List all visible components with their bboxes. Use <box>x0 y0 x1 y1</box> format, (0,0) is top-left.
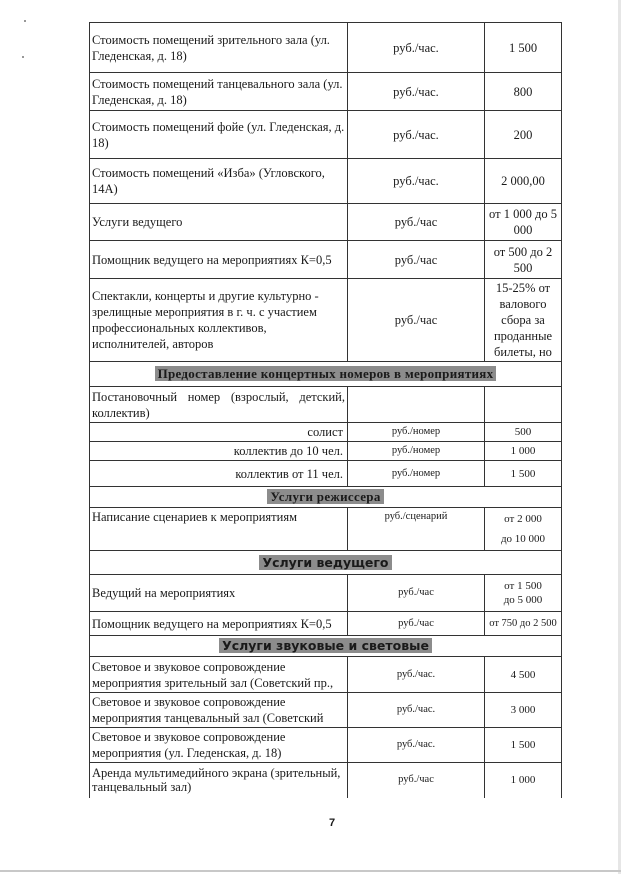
price: от 750 до 2 500 <box>485 612 562 636</box>
price <box>485 575 562 612</box>
price: 2 000,00 <box>485 159 562 204</box>
unit: руб./час <box>348 763 485 798</box>
table-row <box>90 612 562 636</box>
table-row <box>90 575 562 612</box>
price: 1 000 <box>485 763 562 798</box>
price <box>485 508 562 551</box>
service-name: Спектакли, концерты и другие культурно - зрелищные мероприятия в г. ч. с участием профессиональных коллективов, исполнителей, авторов <box>90 279 348 362</box>
page-number: 7 <box>329 817 336 829</box>
table-row <box>90 23 562 73</box>
unit: руб./час. <box>348 23 485 73</box>
section-header-row <box>90 636 562 657</box>
unit: руб./час. <box>348 693 485 728</box>
scan-bottom-edge <box>0 870 621 872</box>
price: 15-25% от валового сбора за проданные билеты, но <box>485 279 562 362</box>
table-row <box>90 159 562 204</box>
unit: руб./номер <box>348 442 485 461</box>
service-name: Световое и звуковое сопровождение мероприятия (ул. Гледенская, д. 18) <box>90 728 348 763</box>
unit: руб./час. <box>348 73 485 111</box>
unit: руб./номер <box>348 423 485 442</box>
unit: руб./час <box>348 241 485 279</box>
price-from: от 1 500 <box>504 580 542 592</box>
price-to: до 10 000 <box>500 533 546 545</box>
unit: руб./час. <box>348 111 485 159</box>
empty-cell <box>485 387 562 423</box>
price: от 1 000 до 5 000 <box>485 204 562 241</box>
section-header-row <box>90 362 562 387</box>
service-name: Написание сценариев к мероприятиям <box>90 508 348 551</box>
service-name: Стоимость помещений зрительного зала (ул. Гледенская, д. 18) <box>90 23 348 73</box>
price: 4 500 <box>485 657 562 693</box>
unit: руб./час. <box>348 728 485 763</box>
section-title: Предоставление концертных номеров в мероприятиях <box>155 366 497 381</box>
table-row <box>90 387 562 423</box>
scan-artifact <box>24 20 26 22</box>
unit: руб./час <box>348 612 485 636</box>
service-name: Постановочный номер (взрослый, детский, коллектив) <box>90 387 348 423</box>
table-row <box>90 241 562 279</box>
table-row <box>90 508 562 551</box>
section-title: Услуги звуковые и световые <box>219 638 432 653</box>
table-row <box>90 657 562 693</box>
table-row <box>90 763 562 798</box>
service-name: Стоимость помещений «Изба» (Угловского, 14А) <box>90 159 348 204</box>
price: 1 000 <box>485 442 562 461</box>
service-name: солист <box>90 423 348 442</box>
price-to: до 5 000 <box>503 594 543 606</box>
service-name: Помощник ведущего на мероприятиях К=0,5 <box>90 241 348 279</box>
price: 800 <box>485 73 562 111</box>
unit: руб./час <box>348 204 485 241</box>
unit: руб./час <box>348 575 485 612</box>
empty-cell <box>348 387 485 423</box>
price-table <box>89 22 562 798</box>
table-row <box>90 423 562 442</box>
table-row <box>90 279 562 362</box>
service-name: коллектив от 11 чел. <box>90 461 348 487</box>
price: 1 500 <box>485 728 562 763</box>
section-header-row <box>90 487 562 508</box>
table-row <box>90 111 562 159</box>
service-name: Ведущий на мероприятиях <box>90 575 348 612</box>
price: 200 <box>485 111 562 159</box>
section-header-row <box>90 551 562 575</box>
price-from: от 2 000 <box>504 513 542 525</box>
table-row <box>90 73 562 111</box>
service-name: Аренда мультимедийного экрана (зрительный, танцевальный зал) <box>90 763 348 798</box>
price: 1 500 <box>485 461 562 487</box>
price: 3 000 <box>485 693 562 728</box>
table-row <box>90 442 562 461</box>
service-name: коллектив до 10 чел. <box>90 442 348 461</box>
service-name: Стоимость помещений фойе (ул. Гледенская, д. 18) <box>90 111 348 159</box>
scan-artifact <box>22 56 24 58</box>
unit: руб./номер <box>348 461 485 487</box>
unit: руб./сценарий <box>348 508 485 551</box>
service-name: Световое и звуковое сопровождение мероприятия зрительный зал (Советский пр., <box>90 657 348 693</box>
price: от 500 до 2 500 <box>485 241 562 279</box>
price: 1 500 <box>485 23 562 73</box>
section-title: Услуги режиссера <box>267 489 383 504</box>
service-name: Стоимость помещений танцевального зала (ул. Гледенская, д. 18) <box>90 73 348 111</box>
service-name: Помощник ведущего на мероприятиях К=0,5 <box>90 612 348 636</box>
unit: руб./час. <box>348 159 485 204</box>
section-title: Услуги ведущего <box>259 555 391 570</box>
unit: руб./час <box>348 279 485 362</box>
table-row <box>90 728 562 763</box>
price: 500 <box>485 423 562 442</box>
service-name: Услуги ведущего <box>90 204 348 241</box>
table-row <box>90 204 562 241</box>
table-row <box>90 461 562 487</box>
unit: руб./час. <box>348 657 485 693</box>
table-row <box>90 693 562 728</box>
service-name: Световое и звуковое сопровождение мероприятия танцевальный зал (Советский <box>90 693 348 728</box>
